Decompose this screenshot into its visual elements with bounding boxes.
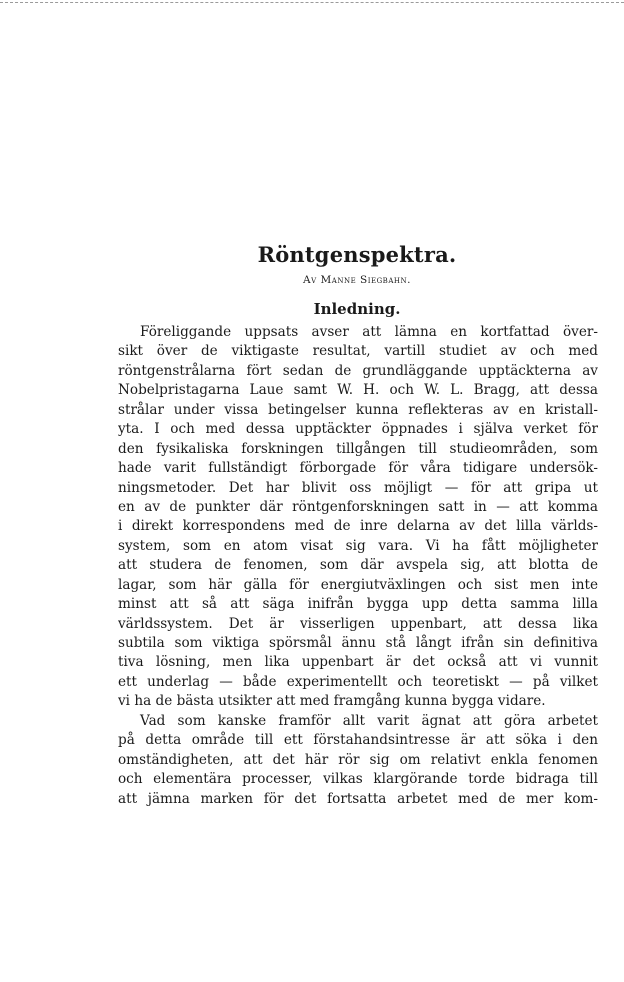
- text-line: vi ha de bästa utsikter att med framgång kunna bygga vidare.: [118, 693, 546, 710]
- text-line: strålar under vissa betingelser kunna reflekteras av en kristall-: [118, 401, 598, 418]
- text-line: lagar, som här gälla för energiutväxlingen och sist men inte: [118, 576, 598, 593]
- text-line: på detta område till ett förstahandsintresse är att söka i den: [118, 732, 598, 749]
- text-line: en av de punkter där röntgenforskningen satt in — att komma: [118, 498, 598, 515]
- text-line: Föreliggande uppsats avser att lämna en kortfattad över-: [140, 324, 598, 340]
- article-title: Röntgenspektra.: [257, 242, 457, 267]
- text-line: att studera de fenomen, som där avspela sig, att blotta de: [118, 557, 598, 574]
- text-line: ett underlag — både experimentellt och teoretiskt — på vilket: [118, 673, 598, 690]
- text-line: i direkt korrespondens med de inre delarna av det lilla världs-: [118, 518, 598, 535]
- body-text: [118, 323, 598, 809]
- text-line: Nobelpristagarna Laue samt W. H. och W. L. Bragg, att dessa: [118, 382, 598, 399]
- section-heading: Inledning.: [313, 300, 401, 318]
- author-line: Av Manne Siegbahn.: [303, 274, 411, 286]
- text-line: röntgenstrålarna fört sedan de grundläggande upptäckterna av: [118, 362, 598, 379]
- text-line: minst att så att säga inifrån bygga upp detta samma lilla: [118, 596, 598, 613]
- text-line: tiva lösning, men lika uppenbart är det också att vi vunnit: [118, 654, 598, 671]
- text-line: världssystem. Det är visserligen uppenbart, att dessa lika: [118, 615, 598, 632]
- text-line: Vad som kanske framför allt varit ägnat att göra arbetet: [140, 712, 598, 729]
- text-line: yta. I och med dessa upptäckter öppnades i själva verket för: [118, 421, 598, 438]
- text-line: och elementära processer, vilkas klargörande torde bidraga till: [118, 771, 598, 788]
- text-line: system, som en atom visat sig vara. Vi ha fått möjligheter: [118, 537, 598, 554]
- text-line: omständigheten, att det här rör sig om relativt enkla fenomen: [118, 751, 598, 768]
- text-line: sikt över de viktigaste resultat, vartill studiet av och med: [118, 343, 598, 360]
- text-line: hade varit fullständigt förborgade för våra tidigare undersök-: [118, 460, 598, 477]
- text-line: att jämna marken för det fortsatta arbetet med de mer kom-: [118, 790, 598, 807]
- text-line: den fysikaliska forskningen tillgången till studieområden, som: [118, 440, 598, 457]
- text-line: ningsmetoder. Det har blivit oss möjligt — för att gripa ut: [118, 479, 598, 496]
- text-line: subtila som viktiga spörsmål ännu stå långt ifrån sin definitiva: [118, 635, 598, 651]
- top-rule: [0, 2, 624, 3]
